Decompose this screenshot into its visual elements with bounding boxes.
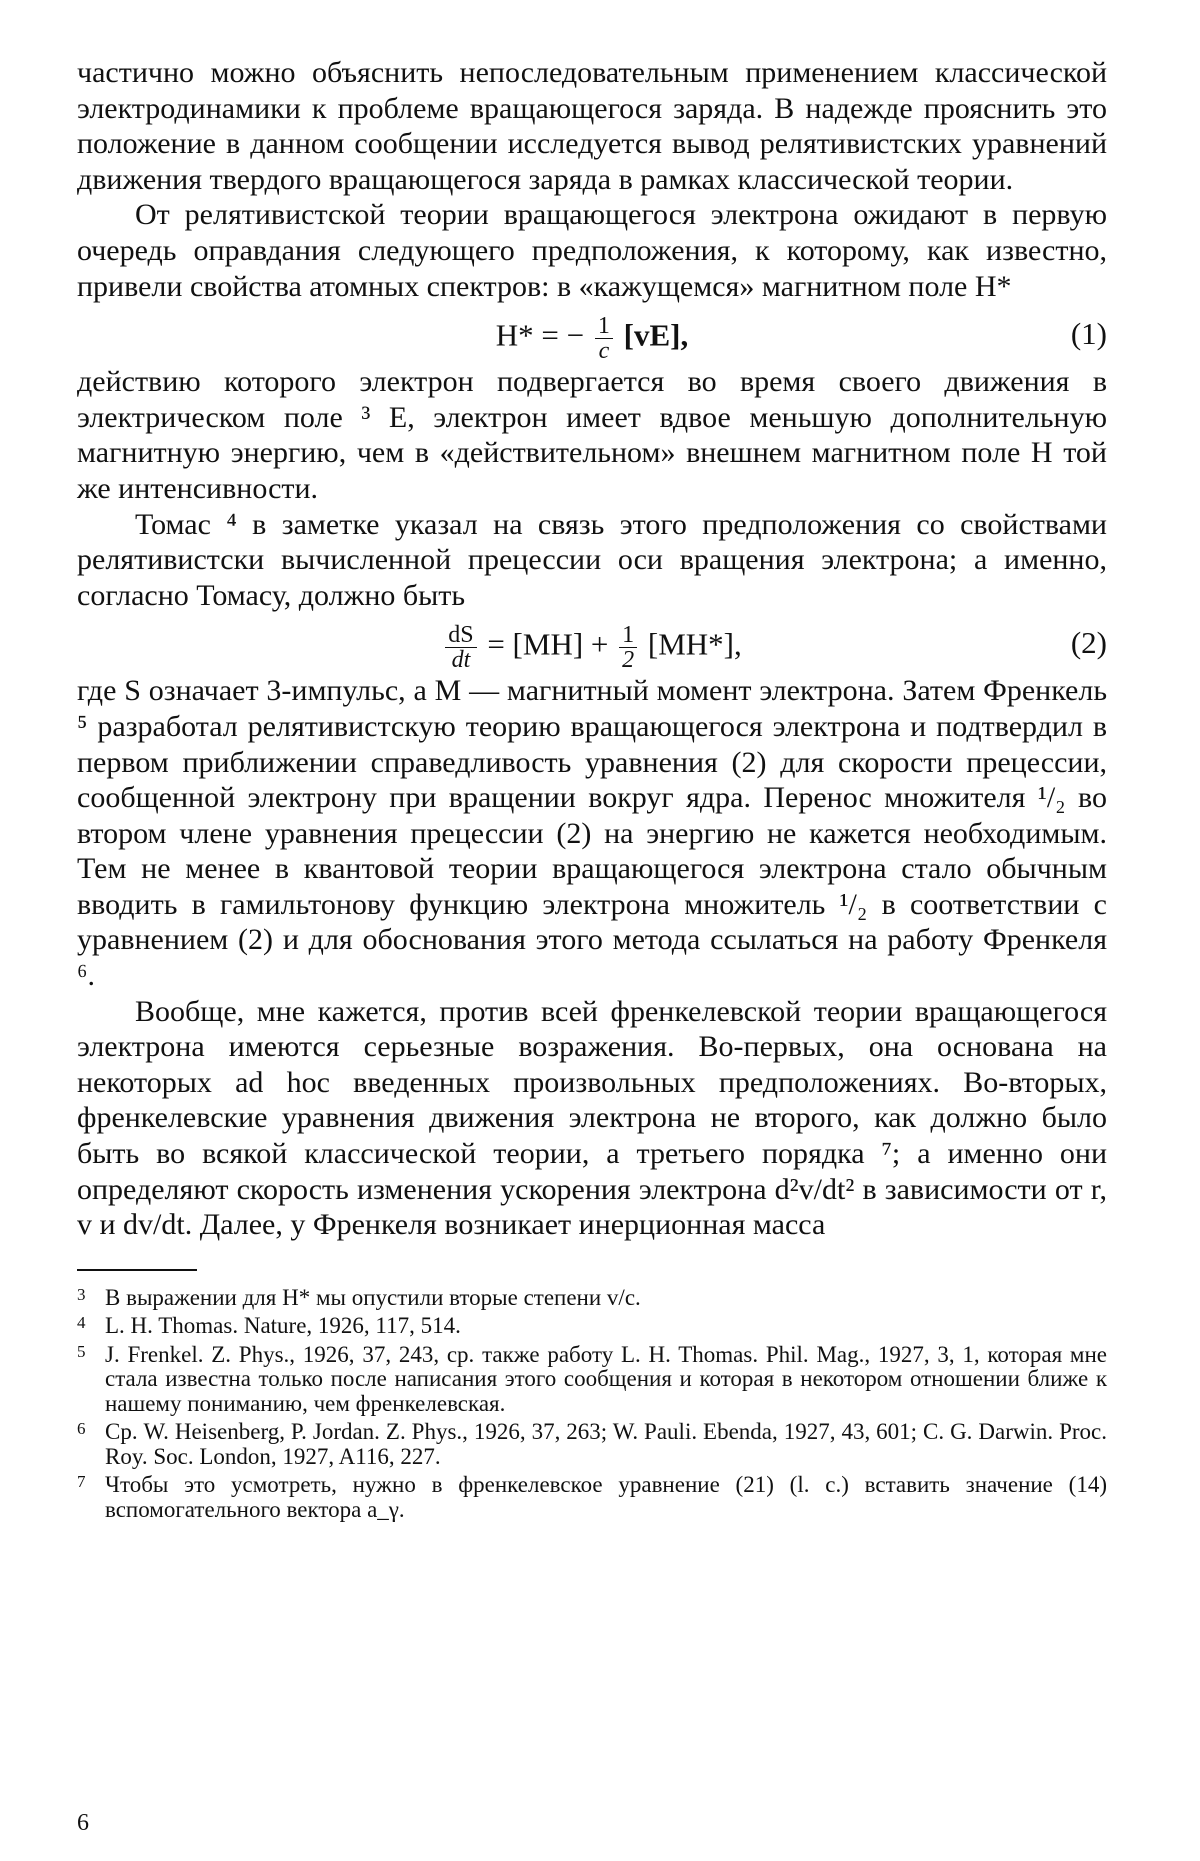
equation-1-lhs: H* = − [495, 317, 585, 353]
equation-2-fraction-2 [619, 623, 637, 672]
paragraph-5: где S означает 3-импульс, а M — магнитный момент электрона. Затем Френкель ⁵ разработал релятивистскую теорию вращающегося электрона и подтвердил в первом приближении справедливость уравнения (2) для скорости прецессии, сообщенной электрону при вращении вокруг ядра. Перенос множителя ¹/₂ во втором члене уравнения прецессии (2) на энергию не кажется необходимым. Тем не менее в квантовой теории вращающегося электрона стало обычным вводить в гамильтонову функцию электрона множитель ¹/₂ в соответствии с уравнением (2) и для обоснования этого метода ссылаться на работу Френкеля ⁶. [77, 674, 1107, 993]
footnote-separator [77, 1269, 197, 1271]
footnote-mark: 4 [77, 1313, 86, 1333]
equation-2 [77, 613, 1107, 673]
equation-2-fraction-1-denominator: dt [451, 647, 471, 674]
paragraph-6: Вообще, мне кажется, против всей френкелевской теории вращающегося электрона имеются серьезные возражения. Во-первых, она основана на некоторых ad hoc введенных произвольных предположениях. Во-вторых, френкелевские уравнения движения электрона не второго, как должно было быть во всякой классической теории, а третьего порядка ⁷; а именно они определяют скорость изменения ускорения электрона d²v/dt² в зависимости от r, v и dv/dt. Далее, у Френкеля возникает инерционная масса [77, 994, 1107, 1242]
paragraph-1: частично можно объяснить непоследовательным применением классической электродинамики к проблеме вращающегося заряда. В надежде прояснить это положение в данном сообщении исследуется вывод релятивистских уравнений движения твердого вращающегося заряда в рамках классической теории. [77, 56, 1107, 196]
footnote-3 [77, 1283, 1107, 1311]
equation-2-number: (2) [1070, 625, 1107, 661]
footnote-text: Ср. W. Heisenberg, P. Jordan. Z. Phys., 1926, 37, 263; W. Pauli. Ebenda, 1927, 43, 601; C. G. Darwin. Proc. Roy. Soc. London, 1927, A116, 227. [105, 1419, 1107, 1469]
footnote-text: L. H. Thomas. Nature, 1926, 117, 514. [105, 1313, 461, 1339]
equation-2-rhs: [MH*], [647, 626, 742, 662]
equation-2-fraction-1-numerator: dS [445, 623, 476, 648]
equation-1 [77, 304, 1107, 364]
footnote-mark: 3 [77, 1284, 86, 1304]
footnote-text: В выражении для H* мы опустили вторые степени v/c. [105, 1284, 641, 1310]
equation-2-fraction-2-denominator: 2 [622, 647, 635, 674]
equation-2-middle: = [MH] + [487, 626, 609, 662]
footnote-mark: 7 [77, 1472, 86, 1492]
paragraph-2: От релятивистской теории вращающегося электрона ожидают в первую очередь оправдания следующего предположения, к которому, как известно, привели свойства атомных спектров: в «кажущемся» магнитном поле H* [77, 198, 1107, 303]
footnote-text: J. Frenkel. Z. Phys., 1926, 37, 243, ср. также работу L. H. Thomas. Phil. Mag., 1927, 3, 1, которая мне стала известна только после написания этого сообщения и которая в некотором отношении ближе к нашему пониманию, чем френкелевская. [105, 1341, 1107, 1416]
paragraph-4: Томас ⁴ в заметке указал на связь этого предположения со свойствами релятивистски вычисленной прецессии оси вращения электрона; а именно, согласно Томасу, должно быть [77, 507, 1107, 612]
footnote-mark: 6 [77, 1419, 86, 1439]
equation-1-rhs: [vE], [623, 317, 689, 353]
footnote-text: Чтобы это усмотреть, нужно в френкелевское уравнение (21) (l. c.) вставить значение (14) вспомогательного вектора a_γ. [105, 1472, 1107, 1522]
equation-1-number: (1) [1070, 316, 1107, 352]
equation-2-fraction-2-numerator: 1 [619, 623, 637, 648]
footnotes [77, 1283, 1107, 1523]
paragraph-3: действию которого электрон подвергается во время своего движения в электрическом поле ³ E, электрон имеет вдвое меньшую дополнительную магнитную энергию, чем в «действительном» внешнем магнитном поле H той же интенсивности. [77, 365, 1107, 505]
equation-1-fraction-numerator: 1 [595, 314, 613, 339]
footnote-6 [77, 1417, 1107, 1469]
equation-2-fraction-1 [445, 623, 476, 672]
footnote-7 [77, 1470, 1107, 1522]
page-content [77, 55, 1107, 1523]
footnote-4 [77, 1311, 1107, 1339]
footnote-mark: 5 [77, 1341, 86, 1361]
equation-1-fraction [595, 314, 613, 363]
page-number: 6 [77, 1810, 89, 1836]
equation-1-fraction-denominator: c [598, 338, 610, 365]
footnote-5 [77, 1340, 1107, 1417]
